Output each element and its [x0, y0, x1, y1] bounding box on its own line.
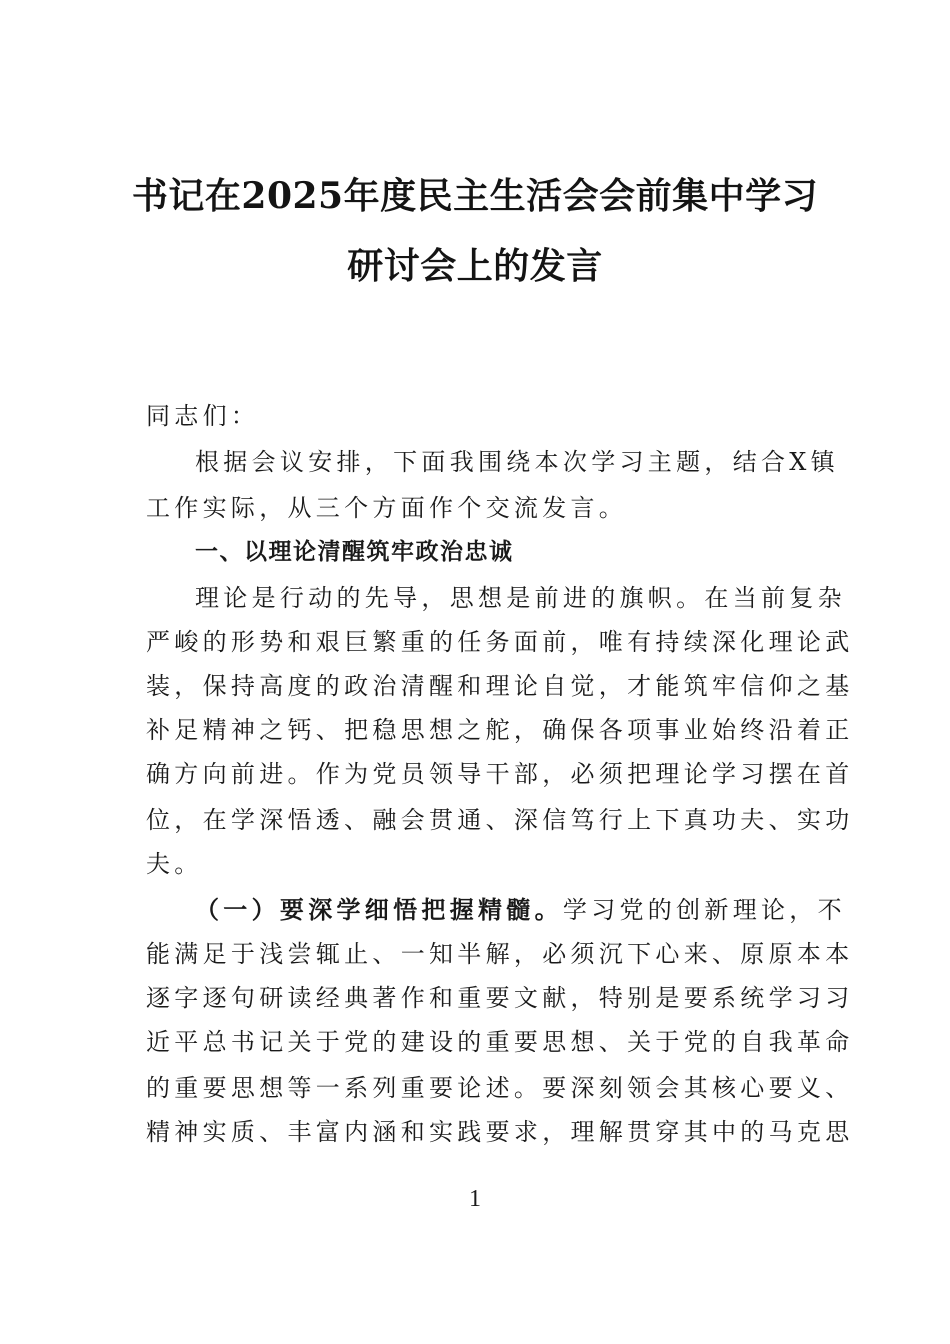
subsection-1-line-2: 能满足于浅尝辄止、一知半解，必须沉下心来、原原本本 — [146, 940, 854, 968]
document-title-line-2: 研讨会上的发言 — [347, 245, 603, 287]
intro-line-2: 工作实际，从三个方面作个交流发言。 — [146, 494, 628, 522]
subsection-1-line-5: 的重要思想等一系列重要论述。要深刻领会其核心要义、 — [146, 1074, 854, 1102]
section-1-heading: 一、以理论清醒筑牢政治忠诚 — [195, 539, 514, 565]
subsection-1-line-1 — [195, 888, 846, 932]
section-1-line-6: 位，在学深悟透、融会贯通、深信笃行上下真功夫、实功 — [146, 806, 854, 834]
section-1-line-2: 严峻的形势和艰巨繁重的任务面前，唯有持续深化理论武 — [146, 628, 854, 656]
page-number: 1 — [469, 1186, 481, 1212]
section-1-line-7: 夫。 — [146, 850, 203, 878]
subsection-1-line-3: 逐字逐句研读经典著作和重要文献，特别是要系统学习习 — [146, 984, 854, 1012]
subsection-1-line-6: 精神实质、丰富内涵和实践要求，理解贯穿其中的马克思 — [146, 1118, 854, 1146]
salutation: 同志们： — [146, 402, 260, 430]
section-1-line-1: 理论是行动的先导，思想是前进的旗帜。在当前复杂 — [195, 584, 846, 612]
document-title-line-1: 书记在2025年度民主生活会会前集中学习 — [131, 175, 819, 217]
intro-line-1: 根据会议安排，下面我围绕本次学习主题，结合X镇 — [195, 448, 839, 476]
section-1-line-3: 装，保持高度的政治清醒和理论自觉，才能筑牢信仰之基 — [146, 672, 854, 700]
subsection-1-line-4: 近平总书记关于党的建设的重要思想、关于党的自我革命 — [146, 1028, 854, 1056]
subsection-1-label: （一）要深学细悟把握精髓。 — [195, 895, 563, 924]
section-1-line-4: 补足精神之钙、把稳思想之舵，确保各项事业始终沿着正 — [146, 716, 854, 744]
subsection-1-first-line-rest: 学习党的创新理论，不 — [562, 896, 846, 924]
section-1-line-5: 确方向前进。作为党员领导干部，必须把理论学习摆在首 — [146, 760, 854, 788]
